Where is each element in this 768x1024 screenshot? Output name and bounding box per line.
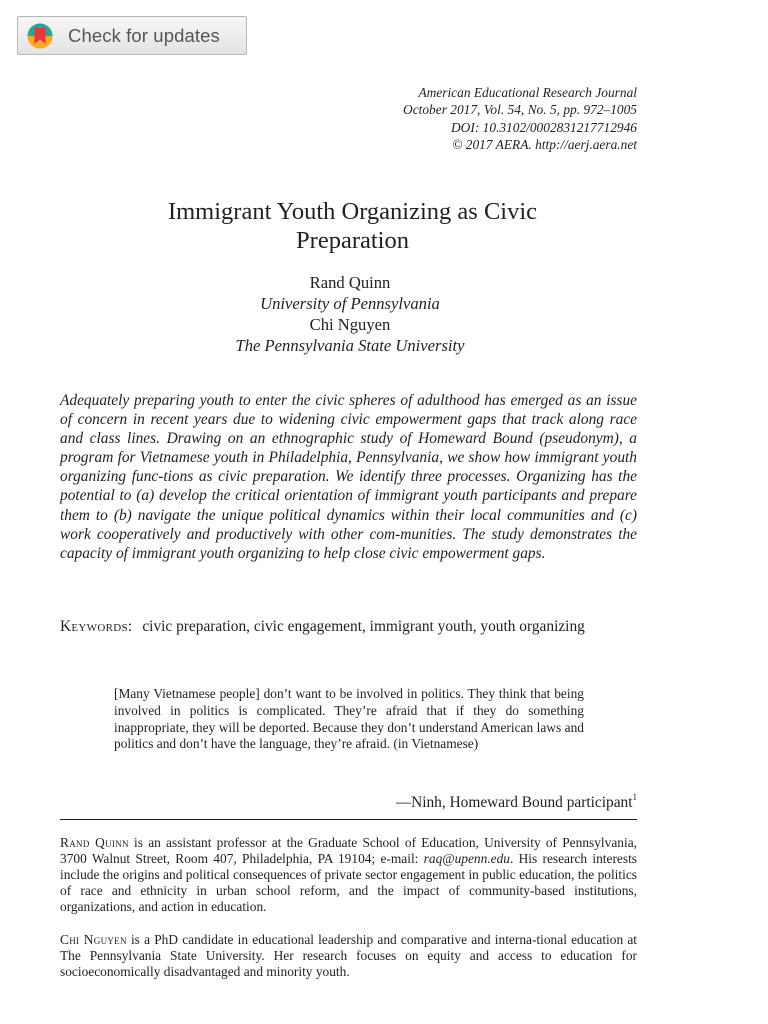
author-block [60, 272, 640, 356]
author-email-link[interactable]: raq@upenn.edu [423, 851, 510, 867]
check-for-updates-label: Check for updates [68, 24, 220, 46]
author-name: Chi Nguyen [309, 315, 391, 334]
keywords-label: Keywords: [60, 618, 133, 635]
author-note-name: Rand Quinn [60, 835, 129, 850]
author-note-text: . His research interests include the origins and political consequences of private sector engagement in public education, the politics of race and ethnicity in urban school reform, and the impact of community-based institutions, organizations, and action in education. [60, 851, 637, 915]
epigraph-quote: [Many Vietnamese people] don’t want to be involved in politics. They think that being involved in politics is complicated. They’re afraid that if they do something inappropriate, they will be deported. Because they don’t understand American laws and politics and don’t have the language, they’re afraid. (in Vietnamese) [114, 686, 584, 752]
journal-issue: October 2017, Vol. 54, No. 5, pp. 972–1005 [403, 102, 637, 118]
author-note-nguyen [60, 932, 637, 980]
epigraph-attribution [396, 788, 637, 812]
footnote-marker[interactable]: 1 [632, 792, 637, 802]
author-note-text: is an assistant professor at the Graduate School of Education, University of Pennsylvania, 3700 Walnut Street, Room 407, Philadelphia, PA 19104; e-mail: [60, 835, 637, 867]
keywords-list: civic preparation, civic engagement, immigrant youth, youth organizing [142, 618, 585, 635]
article-title-line-2: Preparation [296, 226, 409, 254]
journal-name: American Educational Research Journal [418, 85, 637, 100]
article-title-line-1: Immigrant Youth Organizing as Civic [167, 198, 538, 225]
journal-doi: DOI: 10.3102/0002831217712946 [451, 119, 637, 135]
journal-copyright: © 2017 AERA. http://aerj.aera.net [452, 137, 637, 153]
footnote-divider [60, 819, 637, 820]
author-note-quinn [60, 835, 637, 915]
author-name: Rand Quinn [309, 273, 391, 292]
journal-info [403, 84, 637, 154]
check-for-updates-badge[interactable] [17, 16, 247, 55]
author-affiliation: University of Pennsylvania [260, 294, 440, 313]
crossmark-bookmark-icon [27, 23, 53, 49]
author-note-text: is a PhD candidate in educational leadership and comparative and interna-tional education at The Pennsylvania State University. Her research focuses on equity and access to education for socioeconomically disadvantaged and minority youth. [60, 932, 637, 980]
epigraph-attribution-text: —Ninh, Homeward Bound participant [395, 794, 633, 811]
keywords [60, 617, 637, 636]
article-title [60, 198, 645, 255]
author-note-name: Chi Nguyen [60, 932, 127, 947]
abstract: Adequately preparing youth to enter the civic spheres of adulthood has emerged as an issue of concern in recent years due to widening civic empowerment gaps that track along race and class lines. Drawing on an ethnographic study of Homeward Bound (pseudonym), a program for Vietnamese youth in Philadelphia, Pennsylvania, we show how immigrant youth organizing func-tions as civic preparation. We identify three processes. Organizing has the potential to (a) develop the critical orientation of immigrant youth participants and prepare them to (b) navigate the unique political dynamics within their local communities and (c) work cooperatively and productively with other com-munities. The study demonstrates the capacity of immigrant youth organizing to help close civic empowerment gaps. [60, 392, 637, 562]
author-affiliation: The Pennsylvania State University [235, 336, 465, 355]
